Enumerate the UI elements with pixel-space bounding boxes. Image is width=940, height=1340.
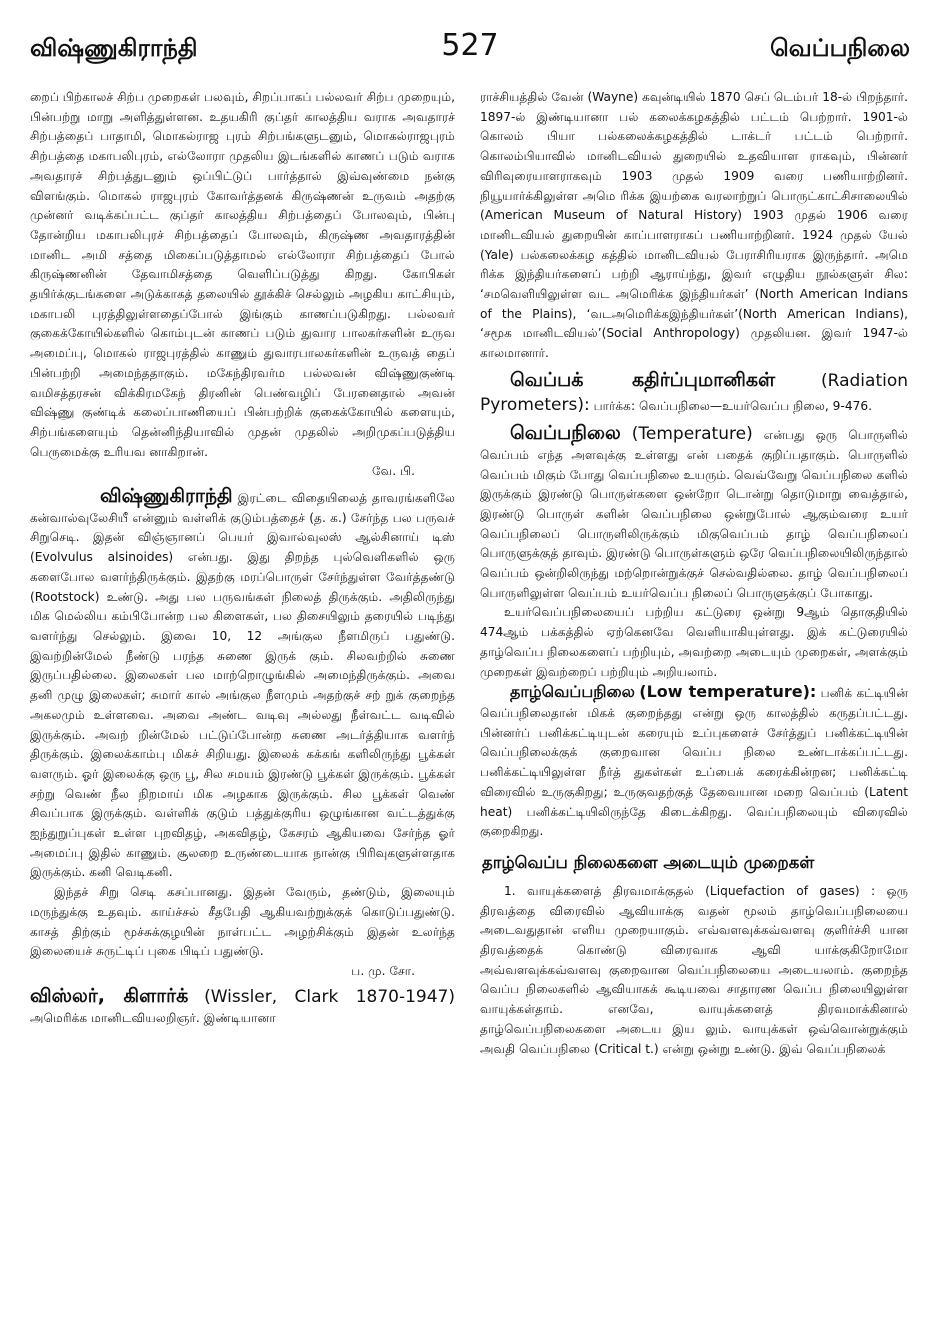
- author-initials: ப. மு. சோ.: [351, 963, 415, 978]
- author-initials: வே. பி.: [371, 464, 415, 479]
- section-headword-english: (Low temperature):: [639, 682, 817, 702]
- page-number: 527: [441, 28, 499, 63]
- method-title: 1. வாயுக்களைத் திரவமாக்குதல்: [504, 883, 694, 898]
- entry-headword: விஸ்லர், கிளார்க்: [30, 984, 189, 1007]
- section-subheading: தாழ்வெப்ப நிலைகளை அடையும் முறைகள்: [482, 852, 815, 872]
- entry-headword: விஷ்ணுகிராந்தி: [100, 485, 233, 508]
- entry-body: என்பது ஒரு பொருளில் வெப்பம் எந்த அளவுக்கு உள்ளது என் பதைக் குறிப்பதாகும். பொருளில் வெப்பம் மிகும் போது வெப்பநிலை உயரும். வெவ்வேறு வெப்பநிலை களில் இருக்கும் இரண்டு பொருள்களை ஒன்றோ டொன்று தொடுமாறு வைத்தால், இரண்டு பொருள் களின் வெப்பநிலை ஒன்றுபோல் ஆகும்வரை உயர் வெப்பநிலைப் பொருளிலிருக்கும் மிகுவெப்பம் தாழ் வெப்பநிலைப் பொருளுக்குத் தாவும். இரண்டு பொருள்களும் ஒரே வெப்பநிலையிலிருந்தால் வெப்பம் ஒன்றிலிருந்து மற்றொன்றுக்குச் செல்வதில்லை. தாழ் வெப்பநிலைப் பொருளிலுள்ள வெப்பம் உயர்வெப்ப நிலைப் பொருளுக்குப் போகாது.: [480, 427, 908, 600]
- entry-headword-english: (Wissler, Clark 1870-1947): [204, 986, 455, 1007]
- entry-headword-english: (Temperature): [631, 423, 753, 444]
- entry-body: அமெரிக்க மானிடவியலறிஞர். இண்டியானா: [30, 1010, 276, 1025]
- left-column: [30, 88, 455, 1330]
- entry-radiation-pyrometers: [480, 368, 908, 417]
- method-body: ஒரு திரவத்தை விரைவில் ஆவியாக்கு வதன் மூலம் தாழ்வெப்பநிலையை அடைவதுதான் எளிய முறையாகும். எவ்வளவுக்கவ்வளவு குளிர்ச்சி யான திரவத்தைக் கொண்டு விரைவாக ஆவி யாக்குகிறோமோ அவ்வளவுக்கவ்வளவு குறைவான வெப்பநிலையை அடையலாம். குறைந்த வெப்ப நிலைகளில் ஆவியாகக் கூடியவை சாதாரண வெப்ப நிலையிலுள்ள வாயுக்கள்தாம். எனவே, வாயுக்களைத் திரவமாக்கினால் தாழ்வெப்பநிலைகளை அடைய இய லும். வாயுக்கள் ஒவ்வொன்றுக்கும் அவதி வெப்பநிலை (Critical t.) என்று ஒன்று உண்டு. இவ் வெப்பநிலைக்: [480, 883, 908, 1056]
- paragraph-continued: ராச்சியத்தில் வேன் (Wayne) கவுன்டியில் 1870 செப் டெம்பர் 18-ல் பிறந்தார். 1897-ல் இண்டியானா பல் கலைக்கழகத்தில் பட்டம் பெற்றார். 1901-ல் கொலம் பியா பல்கலைக்கழகத்தில் டாக்டர் பட்டம் பெற்றார். கொலம்பியாவில் மானிடவியல் துறையில் உதவியாள ராகவும், பின்னர் விரிவுரையாளராகவும் 1903 முதல் 1909 வரை பணியாற்றினர். நியூயார்க்கிலுள்ள அமெ ரிக்க இயற்கை வரலாற்றுப் பொருட்காட்சிசாலையில் (American Museum of Natural History) 1903 முதல் 1906 வரை மானிடவியல் துறையின் காப்பாளராகப் பணியாற்றினர். 1924 முதல் யேல் (Yale) பல்கலைக்கழ கத்தில் மானிடவியல் பேராசிரியராக இருந்தார். அமெ ரிக்க இந்தியர்களைப் பற்றி ஆராய்ந்து, இவர் எழுதிய நூல்களுள் சில: ‘சமவெளியிலுள்ள வட அமெரிக்க இந்தியர்கள்’ (North American Indians of the Plains), ‘வடஅமெரிக்கஇந்தியர்கள்’(North American Indians), ‘சமூக மானிடவியல்’(Social Anthropology) முதலியன. இவர் 1947-ல் காலமானார்.: [480, 90, 908, 361]
- entry-body: பார்க்க: வெப்பநிலை—உயர்வெப்ப நிலை, 9-476.: [593, 398, 872, 413]
- entry-headword-english: (Radiation Pyrometers):: [480, 370, 908, 415]
- running-head-right: வெப்பநிலை: [770, 34, 910, 62]
- running-head-left: விஷ்ணுகிராந்தி: [30, 34, 198, 62]
- entry-low-temperature: [480, 682, 908, 842]
- entry-body: இரட்டை விதையிலைத் தாவரங்களிலே கன்வால்வுலேசியீ என்னும் வள்ளிக் குடும்பத்தைச் (த. க.) சேர்ந்த பல பருவச் சிறுசெடி. இதன் விஞ்ஞானப் பெயர் இவால்வுலஸ் ஆல்சினாய் டிஸ் (Evolvulus alsinoides) என்பது. இது திறந்த புல்வெளிகளில் ஒரு களைபோல வளர்ந்திருக்கும். இதற்கு மரப்பொருள் சேர்ந்துள்ள வேர்த்தண்டு (Rootstock) உண்டு. அது பல பருவங்கள் நிலைத் திருக்கும். அதிலிருந்து மிக மெல்லிய கம்பிபோன்ற பல கிளைகள், பல திசையிலும் தரையில் படிந்து வளர்ந்து செல்லும். இவை 10, 12 அங்குல நீளமிருப் பதுண்டு. இவற்றின்மேல் நீண்டு பரந்த சுணை இருக் கும். சிலவற்றில் சுணை இருப்பதில்லை. இலைகள் பல மாற்றொழுங்கில் அமைந்திருக்கும். அவை தனி முழு இலைகள்; சுமார் கால் அங்குல நீளமும் அதற்குச் சற் றுக் குறைந்த அகலமும் உள்ளவை. அவை அண்ட வடிவு அல்லது நீள்வட்ட வடிவில் இருக்கும். அவற் றின்மேல் பட்டுப்போன்ற சுணை அடர்த்தியாக வளர்ந் திருக்கும். இலைக்காம்பு மிகச் சிறியது. இலைக் கக்கங் களிலிருந்து பூக்கள் வளரும். ஓர் இலைக்கு ஒரு பூ, சில சமயம் இரண்டு பூக்கள் இருக்கும். பூக்கள் சற்று வெண் நீல நிறமாய் மிக அழகாக இருக்கும். சில பூக்கள் வெண் சிவப்பாக இருக்கும். வள்ளிக் குடும் பத்துக்குரிய ஒழுங்கான வட்டத்துக்கு ஐந்துறுப்புகள் உள்ள புறவிதழ், அகவிதழ், கேசரம் ஆகியவை சேர்ந்த ஓர் அமைப்பு இதில் காணும். சூலறை உருண்டையாக நான்கு பிரிவுகளுள்ளதாக இருக்கும். கனி வெடிகனி.: [30, 491, 455, 880]
- page-header: [30, 28, 910, 68]
- method-paragraph: [480, 882, 908, 1059]
- entry-headword: வெப்பநிலை: [510, 421, 621, 444]
- section-body: பனிக் கட்டியின் வெப்பநிலைதான் மிகக் குறைந்தது என்று ஒரு காலத்தில் கருதப்பட்டது. பின்னர்ப் பனிக்கட்டியுடன் கரையும் உப்புகளைச் சேர்த்துப் பனிக்கட்டியின் வெப்பநிலைக்குக் குறைவான வெப்ப நிலை உண்டாக்கப்பட்டது. பனிக்கட்டியிலுள்ள நீர்த் துகள்கள் உப்பைக் கரைக்கின்றன; பனிக்கட்டி விரைவில் உருகுகிறது; உருகுவதற்குத் தேவையான மறை வெப்பம் (Latent heat) பனிக்கட்டியிலிருந்தே கிடைக்கிறது. வெப்பநிலையும் விரைவில் குறைகிறது.: [480, 686, 908, 839]
- entry-vishnukiranthi: [30, 484, 455, 883]
- method-title-english: (Liquefaction of gases) :: [705, 883, 876, 898]
- paragraph-continued: றைப் பிற்காலச் சிற்ப முறைகள் பலவும், சிறப்பாகப் பல்லவர் சிற்ப முறையும், பின்பற்று மாறு அளித்துள்ளன. உதயகிரி குப்தர் காலத்திய வராக அவதாரச் சிற்பத்தைப் பாதாமி, மொகல்ராஜ புரம் சிற்பங்களுடனும், மொகல்ராஜபுரம் சிற்பத்தை மகாபலிபுரம், எல்லோரா முதலிய இடங்களில் காணப் படும் வராக அவதாரச் சிற்பத்துடனும் ஒப்பிட்டுப் பார்த்தால் இவ்வுண்மை நன்கு விளங்கும். மொகல் ராஜபுரம் கோவர்த்தனக் கிருஷ்ணன் உருவம் அதற்கு முன்னர் வடிக்கப்பட்ட குப்தர் காலத்திய சிற்பத்தைப் போலவும், பின்பு தோன்றிய மகாபலிபுரச் சிற்பத்தைப் போலவும், கிருஷ்ண அவதாரத்தின் மானிட அமி சத்தை மிகைப்படுத்தாமல் எல்லோரா சிற்பத்தைப் போல் கிருஷ்ணனின் தேவாமிசத்தை வெளிப்படுத்து கிறது. கோபிகள் தயிர்க்குடங்களை அடுக்காகத் தலையில் தூக்கிச் செல்லும் அழகிய காட்சியும், மகாபலி புரத்திலுள்ளதைப்போல் இங்கும் காணப்படுகிறது. பல்லவர் குகைக்கோயில்களில் கொம்புடன் காணப் படும் துவார பாலகர்களின் உருவ அமைப்பு, மொகல் ராஜபுரத்தில் காணும் துவாரபாலகர்களின் உருவத் தைப் பின்பற்றி அமைந்ததாகும். மகேந்திரவர்ம பல்லவன் விஷ்ணுகுண்டி வமிசத்தரசன் விக்கிரமகேந் திரனின் பெண்வழிப் பேரனைதால் அவன் விஷ்ணு குண்டிக் கலைப்பாணியைப் பின்பற்றிக் குகைக்கோயில் களையும், சிற்பங்களையும் தென்னிந்தியாவில் முதன் முதலில் அறிமுகப்படுத்திய பெருமைக்கு உரியவ னாகிறான்.: [30, 90, 455, 459]
- section-headword: தாழ்வெப்பநிலை: [510, 682, 635, 702]
- entry-wissler: [30, 984, 455, 1029]
- paragraph: இந்தச் சிறு செடி கசப்பானது. இதன் வேரும், தண்டும், இலையும் மருந்துக்கு உதவும். காய்ச்சல் சீதபேதி ஆகியவற்றுக்குக் கொடுப்பதுண்டு. காசத் திற்கும் மூச்சுக்குழயின் நாள்பட்ட அழற்சிக்கும் இதன் உலர்ந்த இலையைச் சுருட்டிப் புகை பிடிப் பதுண்டு.: [30, 885, 455, 959]
- entry-temperature: [480, 421, 908, 604]
- entry-headword: வெப்பக் கதிர்ப்புமானிகள்: [510, 368, 776, 391]
- paragraph: உயர்வெப்பநிலையைப் பற்றிய கட்டுரை ஒன்று 9ஆம் தொகுதியில் 474ஆம் பக்கத்தில் ஏற்கெனவே வெளியாகியுள்ளது. இக் கட்டுரையில் தாழ்வெப்ப நிலைகளைப் பற்றியும், அவற்றை அடையும் முறைகள், அளக்கும் முறைகள் இவற்றைப் பற்றியும் அறியலாம்.: [480, 605, 908, 679]
- right-column: [480, 88, 908, 1330]
